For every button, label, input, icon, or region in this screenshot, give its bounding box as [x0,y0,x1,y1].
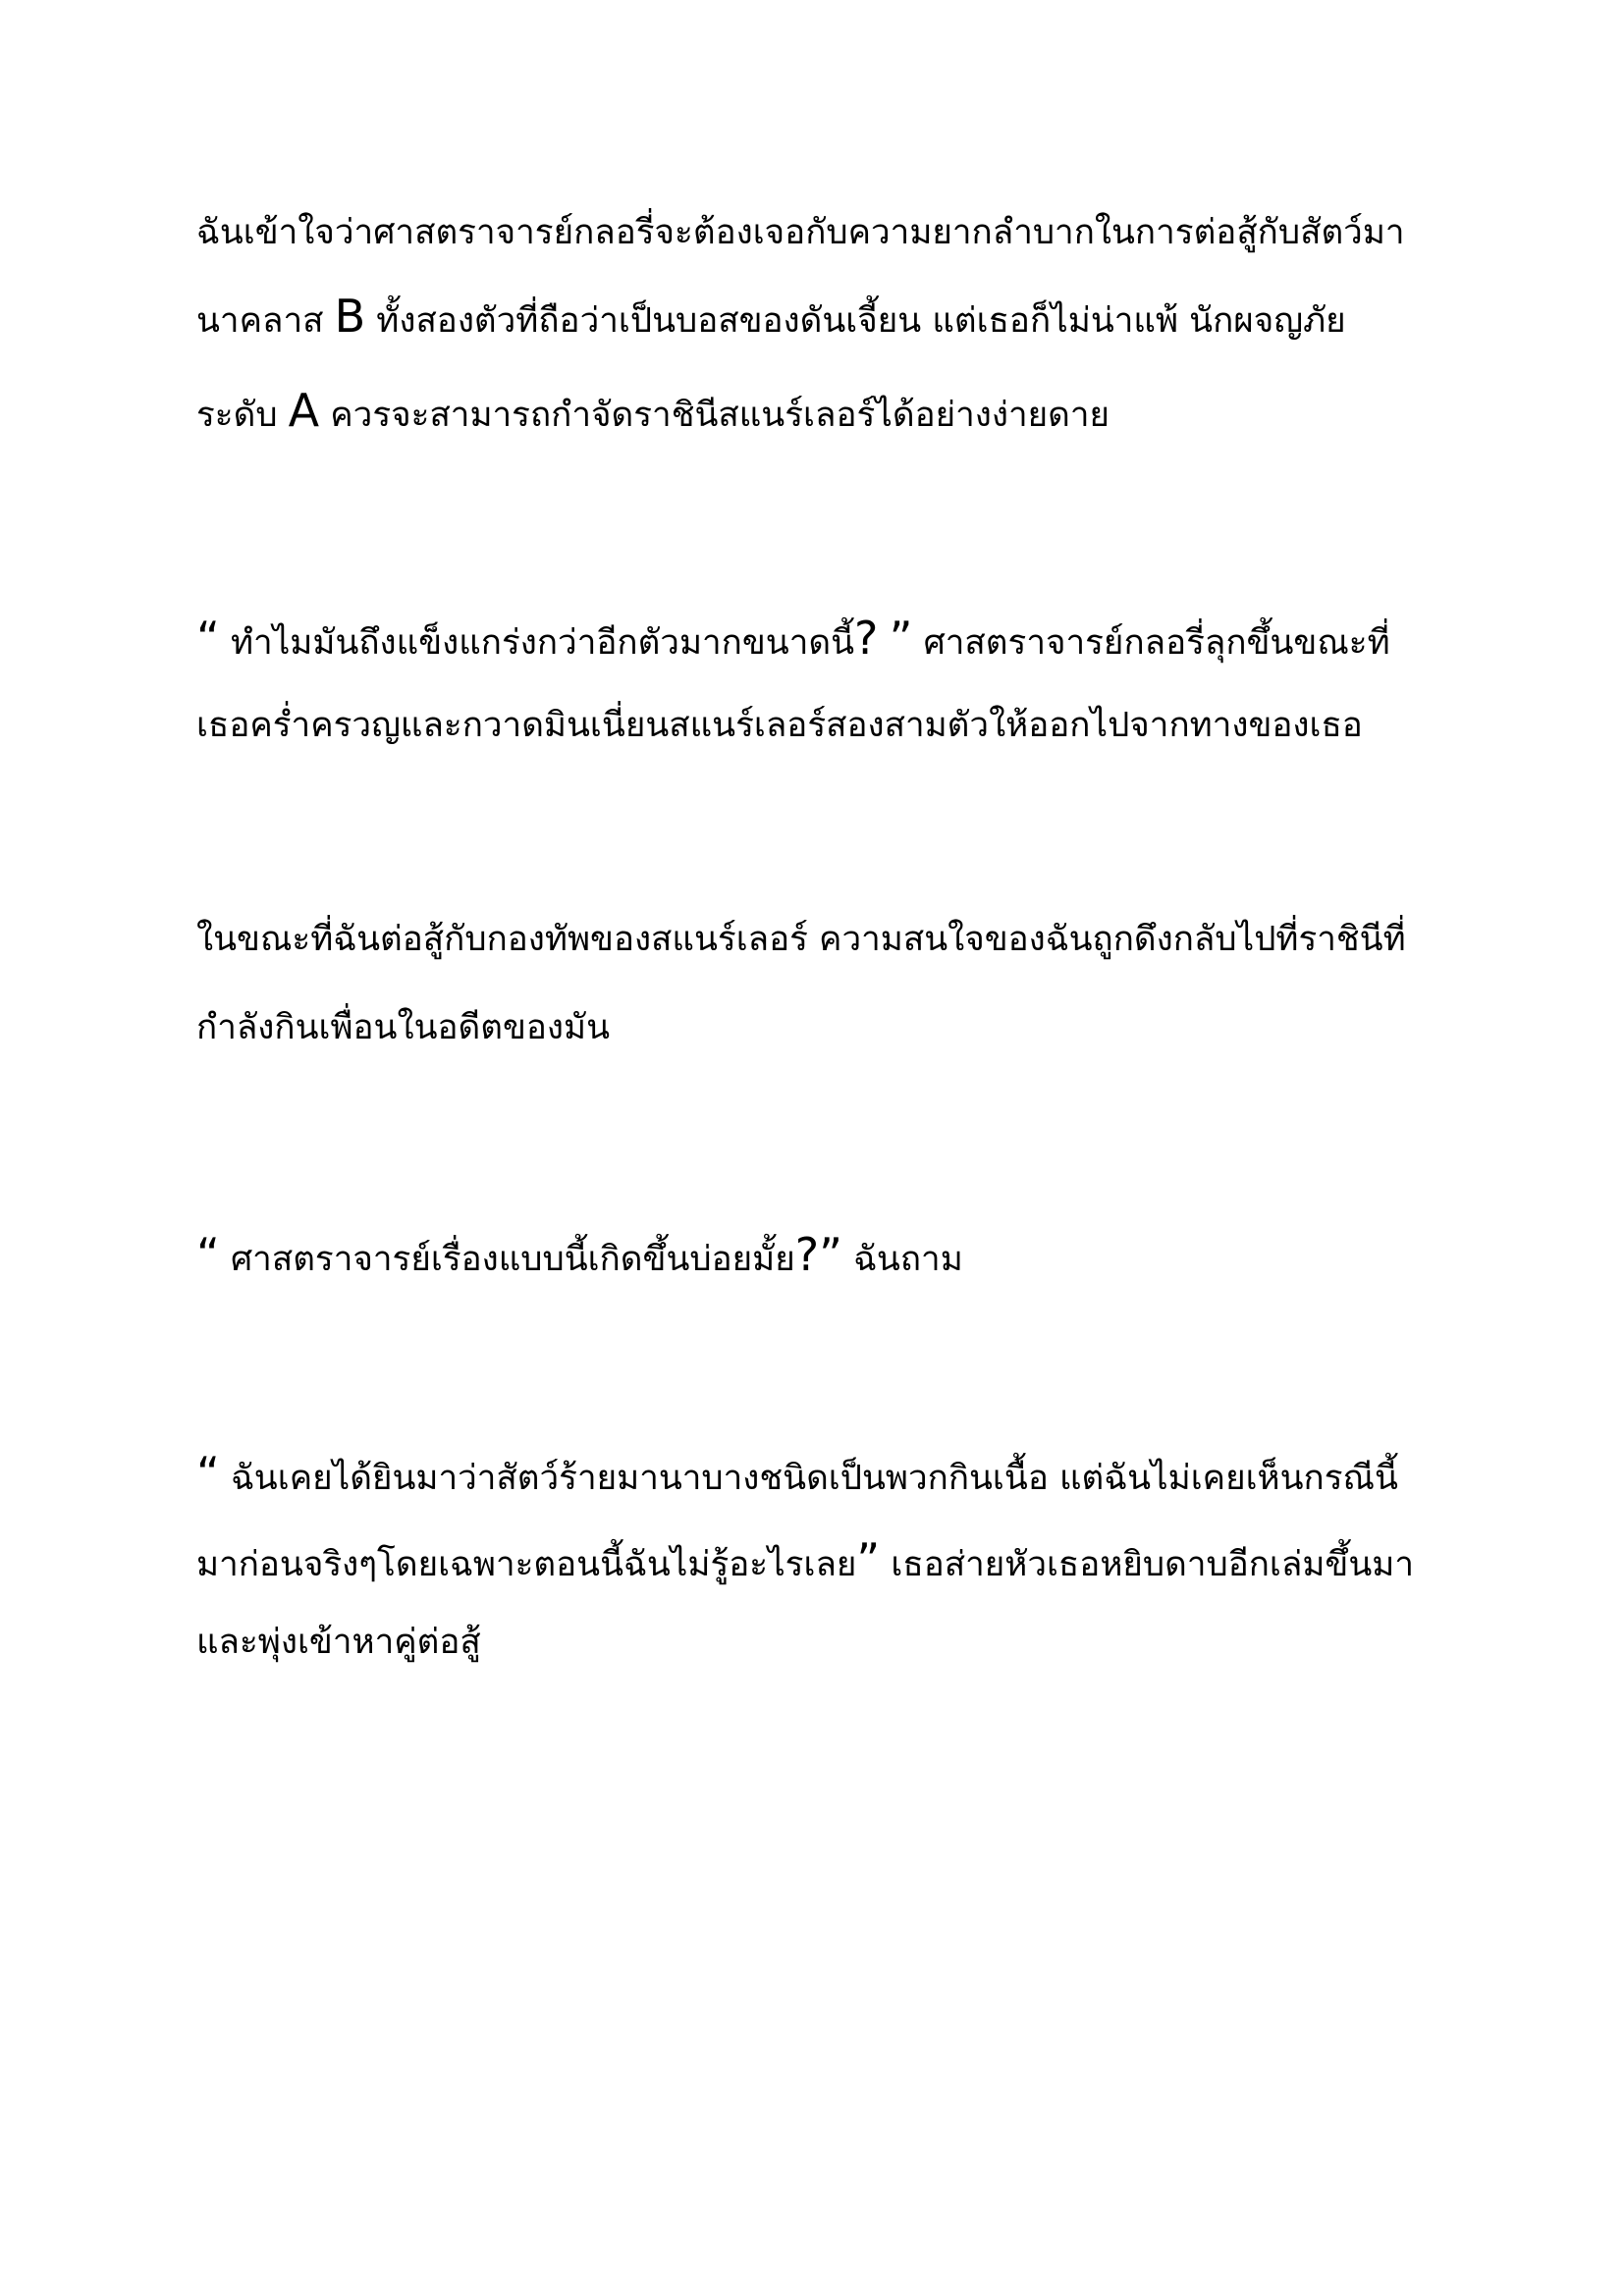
close-quote: ” [856,1533,881,1586]
paragraph-3-line-2 [196,1003,1453,1052]
close-quote: ” [889,612,913,665]
text-segment: เธอคร่ำครวญและกวาดมินเนี่ยนสแนร์เลอร์สองสามตัวให้ออกไปจากทางของเธอ [196,706,1363,745]
class-letter-b: B [334,290,366,343]
text-segment: ฉันเคยได้ยินมาว่าสัตว์ร้ายมานาบางชนิดเป็นพวกกินเนื้อ แต่ฉันไม่เคยเห็นกรณีนี้ [219,1459,1398,1498]
question-close-quote: ?” [794,1228,842,1281]
class-letter-a: A [288,384,320,437]
text-segment: ระดับ [196,396,289,435]
text-segment: มาก่อนจริงๆโดยเฉพาะตอนนี้ฉันไม่รู้อะไรเลย [196,1545,857,1584]
text-segment: ศาสตราจารย์กลอรี่ลุกขึ้นขณะที่ [912,623,1390,663]
open-quote: “ [196,1447,220,1500]
open-quote: “ [196,1228,220,1281]
text-segment: กำลังกินเพื่อนในอดีตของมัน [196,1008,611,1047]
text-segment: ทั้งสองตัวที่ถือว่าเป็นบอสของดันเจี้ยน แต่เธอก็ไม่น่าแพ้ นักผจญภัย [365,301,1346,341]
text-segment: ศาสตราจารย์เรื่องแบบนี้เกิดขึ้นบ่อยมั้ย [219,1240,795,1279]
paragraph-4-line-1 [196,1230,1453,1284]
text-segment: ฉันถาม [841,1240,963,1279]
paragraph-2-line-2 [196,701,1453,750]
paragraph-2-line-1 [196,614,1453,667]
text-segment: นาคลาส [196,301,335,341]
paragraph-1-line-2 [196,292,1453,346]
text-segment: ควรจะสามารถกำจัดราชินีสแนร์เลอร์ได้อย่างง่ายดาย [319,396,1110,435]
paragraph-5-line-2 [196,1535,1453,1589]
paragraph-1-line-1 [196,208,1453,257]
text-segment: ทำไมมันถึงแข็งแกร่งกว่าอีกตัวมากขนาดนี้ [219,623,855,663]
open-quote: “ [196,612,220,665]
question-mark: ? [854,612,879,665]
text-segment: และพุ่งเข้าหาคู่ต่อสู้ [196,1623,481,1662]
paragraph-5-line-3 [196,1618,1453,1667]
paragraph-5-line-1 [196,1449,1453,1503]
paragraph-1-line-3 [196,386,1453,440]
text-segment: เธอส่ายหัวเธอหยิบดาบอีกเล่มขึ้นมา [880,1545,1414,1584]
paragraph-3-line-1 [196,915,1453,964]
text-segment [878,623,889,663]
text-segment: ในขณะที่ฉันต่อสู้กับกองทัพของสแนร์เลอร์ ความสนใจของฉันถูกดึงกลับไปที่ราชินีที่ [196,920,1406,959]
text-segment: ฉันเข้าใจว่าศาสตราจารย์กลอรี่จะต้องเจอกับความยากลำบากในการต่อสู้กับสัตว์มา [196,213,1405,252]
